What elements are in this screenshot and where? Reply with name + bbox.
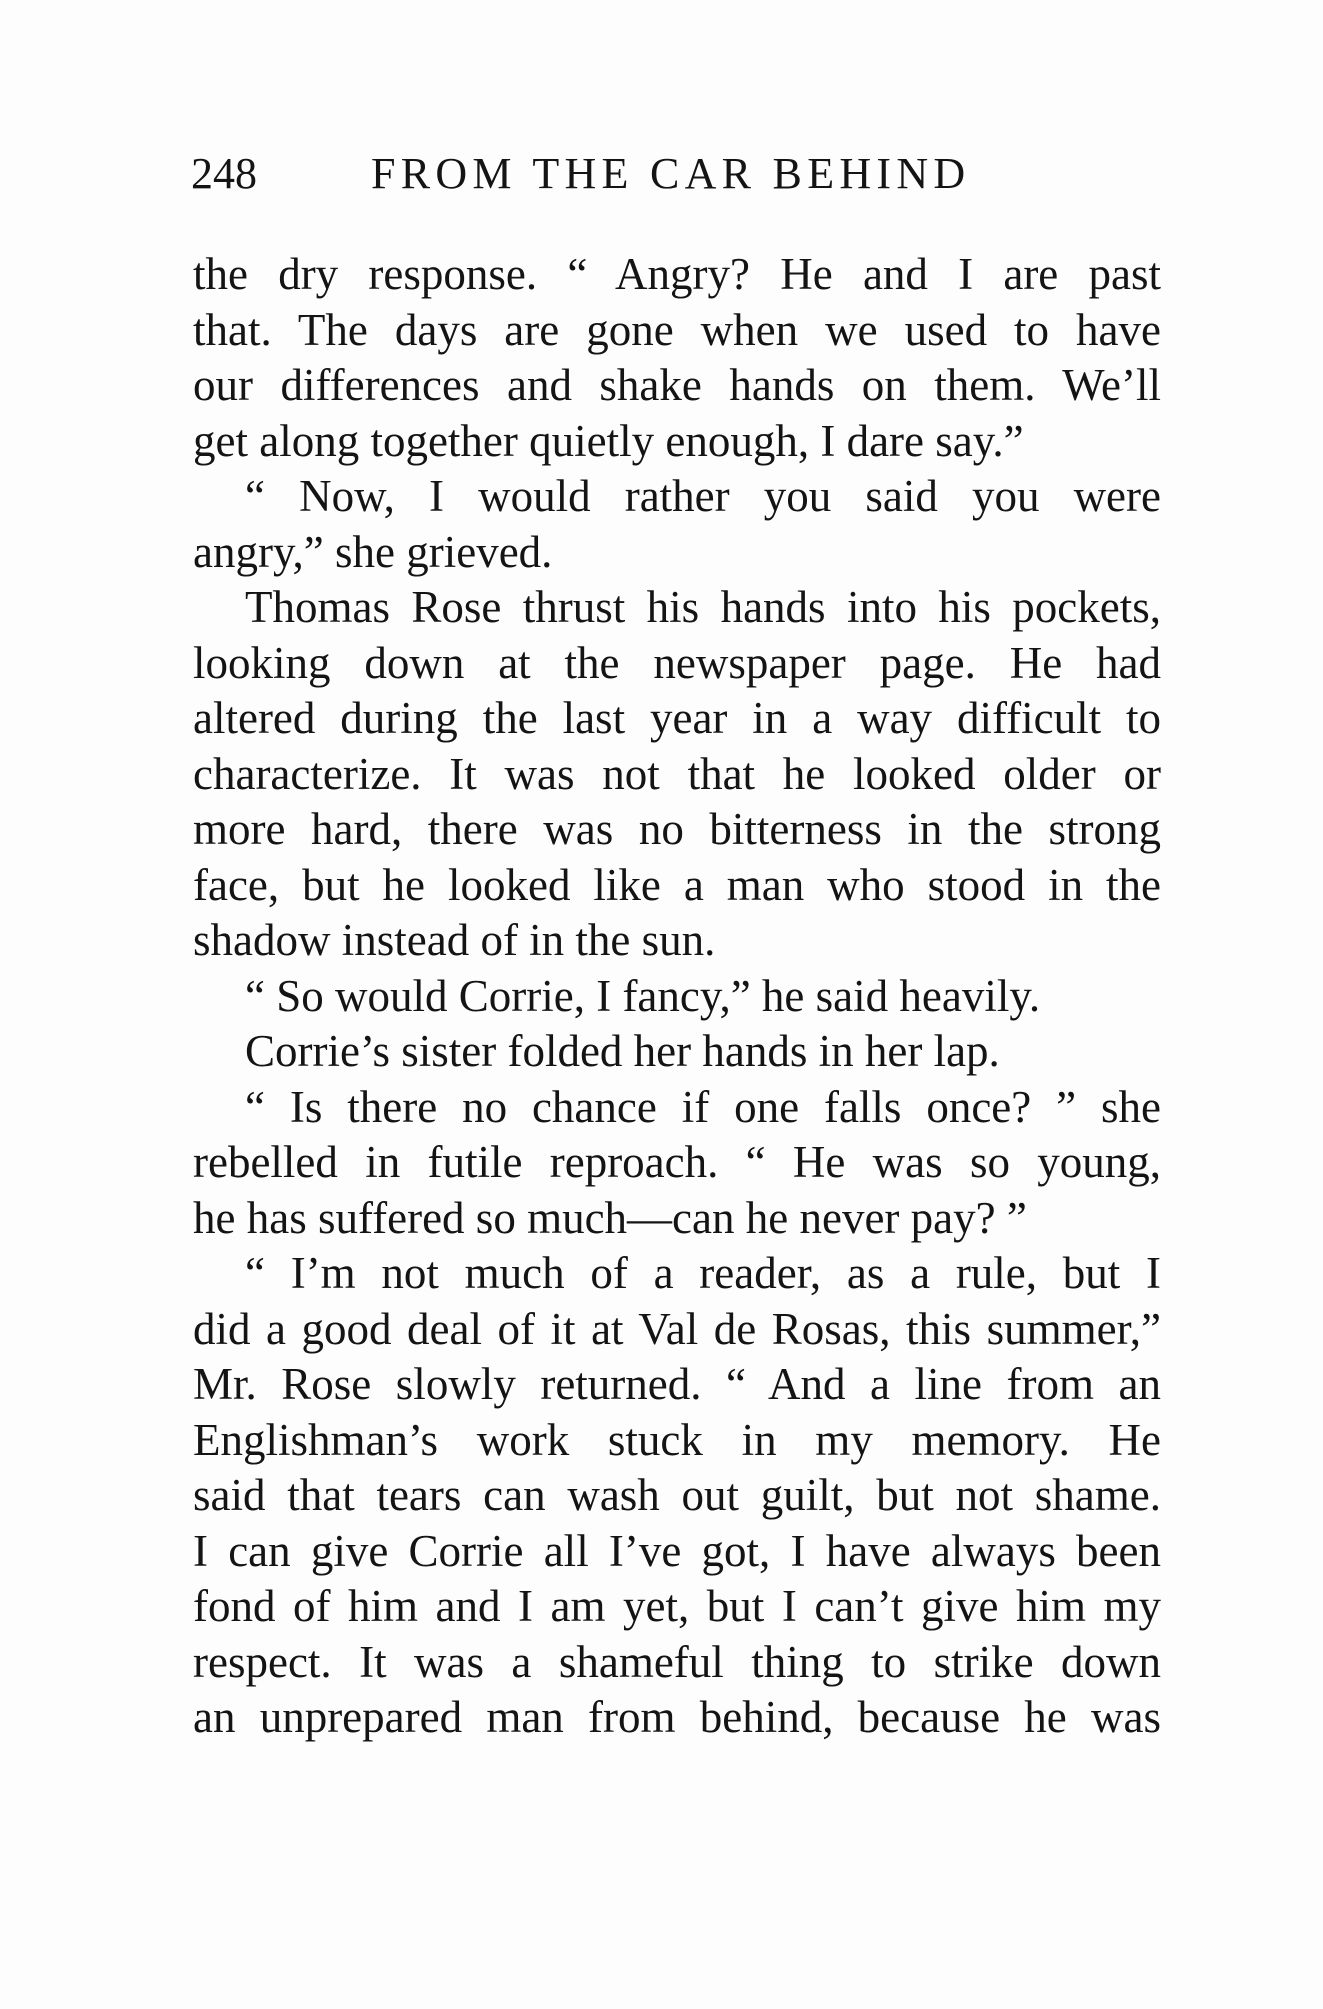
paragraph [193,247,1161,469]
running-title: FROM THE CAR BEHIND [371,149,971,198]
text-line: said that tears can wash out guilt, but not shame. [193,1470,1161,1520]
text-line: angry,” she grieved. [193,526,553,577]
text-line: “ Now, I would rather you said you were [245,471,1161,521]
text-line: Thomas Rose thrust his hands into his pockets, [245,582,1161,632]
text-line: fond of him and I am yet, but I can’t give him my [193,1581,1161,1631]
paragraph [193,1246,1161,1746]
text-line: face, but he looked like a man who stood in the [193,859,1161,910]
running-head [191,146,1091,202]
text-line: that. The days are gone when we used to have [193,304,1161,355]
text-line: Mr. Rose slowly returned. “ And a line from an [193,1359,1161,1409]
text-line: he has suffered so much—can he never pay? ” [193,1192,1027,1243]
text-line: respect. It was a shameful thing to strike down [193,1636,1161,1687]
text-line: Englishman’s work stuck in my memory. He [193,1414,1161,1465]
text-line: get along together quietly enough, I dare say.” [193,415,1024,466]
text-line: altered during the last year in a way difficult to [193,693,1161,743]
text-line: characterize. It was not that he looked older or [193,748,1161,799]
text-line: rebelled in futile reproach. “ He was so young, [193,1137,1161,1187]
text-line: I can give Corrie all I’ve got, I have always been [193,1525,1161,1576]
text-line: did a good deal of it at Val de Rosas, this summer,” [193,1303,1161,1354]
paragraph [193,969,1161,1025]
text-line: the dry response. “ Angry? He and I are past [193,249,1161,299]
page-number: 248 [191,149,257,198]
paragraph [193,1024,1161,1080]
text-line: an unprepared man from behind, because he was [193,1692,1161,1742]
text-line: our differences and shake hands on them. We’ll [193,360,1161,410]
text-line: looking down at the newspaper page. He had [193,637,1161,688]
page-body [193,247,1161,1746]
text-line: Corrie’s sister folded her hands in her lap. [245,1026,1000,1076]
text-line: “ Is there no chance if one falls once? ” she [245,1081,1161,1132]
paragraph [193,1080,1161,1247]
text-line: “ So would Corrie, I fancy,” he said heavily. [245,970,1041,1021]
paragraph [193,469,1161,580]
text-line: “ I’m not much of a reader, as a rule, but I [245,1248,1161,1298]
paragraph [193,580,1161,969]
text-line: more hard, there was no bitterness in the strong [193,804,1161,854]
text-line: shadow instead of in the sun. [193,915,716,965]
